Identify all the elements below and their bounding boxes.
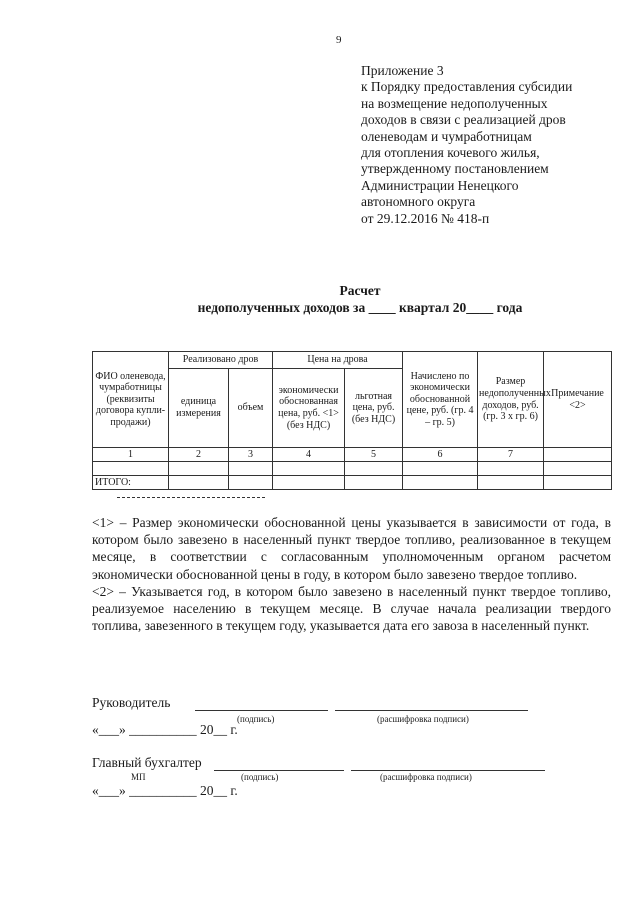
- footnote-2: <2> – Указывается год, в котором было завезено в населенный пункт твердое топливо, реализуемое населению в текущем месяце. В случае начала реализации твердого топлива, завезенного в текущем году, указывается дата его завоза в населенный пункт.: [92, 583, 611, 634]
- table-cell: [229, 462, 273, 476]
- appendix-line: Администрации Ненецкого: [361, 177, 519, 193]
- accountant-label: Главный бухгалтер: [92, 755, 202, 770]
- table-cell: [273, 476, 345, 490]
- head-signature-caption: (подпись): [237, 714, 275, 724]
- stamp-label: МП: [131, 772, 146, 782]
- head-decode-line[interactable]: [335, 709, 528, 711]
- table-cell: [403, 462, 478, 476]
- header-volume: объем: [229, 369, 273, 448]
- header-pref-price: льготная цена, руб. (без НДС): [345, 369, 403, 448]
- appendix-line: Приложение 3: [361, 63, 444, 78]
- head-date: «___» __________ 20__ г.: [92, 722, 238, 737]
- appendix-line: оленеводам и чумработницам: [361, 128, 532, 144]
- appendix-line: доходов в связи с реализацией дров: [361, 112, 566, 128]
- table-cell: [345, 462, 403, 476]
- appendix-line: для отопления кочевого жилья,: [361, 145, 540, 161]
- total-row: [93, 476, 612, 490]
- table-cell: [93, 462, 169, 476]
- appendix-line: утвержденному постановлением: [361, 161, 549, 177]
- table-cell: [478, 462, 544, 476]
- accountant-signature-line[interactable]: [214, 769, 344, 771]
- column-number: 1: [93, 448, 169, 462]
- accountant-decode-caption: (расшифровка подписи): [380, 772, 472, 782]
- table-cell: [169, 462, 229, 476]
- appendix-header: [361, 63, 572, 227]
- header-econ-price: экономически обоснованная цена, руб. <1> (без НДС): [273, 369, 345, 448]
- table-cell: [544, 476, 612, 490]
- table-cell: [403, 476, 478, 490]
- page-number: 9: [336, 34, 342, 46]
- header-lost-income: Размер недополученных доходов, руб. (гр. 3 x гр. 6): [478, 352, 544, 448]
- footnote-1: <1> – Размер экономически обоснованной цены указывается в зависимости от года, в котором было завезено в населенный пункт твердое топливо, реализованное в текущем месяце, в соответствии с согласованным уполномоченным органом расчетом экономически обоснованной цены в году, в котором было завезено твердое топливо.: [92, 515, 611, 582]
- accountant-date: «___» __________ 20__ г.: [92, 783, 238, 798]
- column-number: 2: [169, 448, 229, 462]
- column-number: [544, 448, 612, 462]
- column-number: 6: [403, 448, 478, 462]
- accountant-decode-line[interactable]: [351, 769, 545, 771]
- appendix-line: от 29.12.2016 № 418-п: [361, 210, 490, 226]
- header-accrued: Начислено по экономически обоснованной цене, руб. (гр. 4 – гр. 5): [403, 352, 478, 448]
- column-number: 3: [229, 448, 273, 462]
- head-signature-line[interactable]: [195, 709, 328, 711]
- column-number: 5: [345, 448, 403, 462]
- document-title: [0, 282, 640, 316]
- appendix-line: на возмещение недополученных: [361, 95, 548, 111]
- column-number: 4: [273, 448, 345, 462]
- footnote-separator: [117, 497, 265, 498]
- column-number-row: [93, 448, 612, 462]
- table-cell: [229, 476, 273, 490]
- table-cell: [544, 462, 612, 476]
- accountant-signature-caption: (подпись): [241, 772, 279, 782]
- title-line-2: недополученных доходов за ____ квартал 20____ года: [197, 300, 523, 315]
- header-sold-group: Реализовано дров: [169, 352, 273, 369]
- table-cell: [169, 476, 229, 490]
- total-label: ИТОГО:: [93, 476, 169, 490]
- head-label: Руководитель: [92, 695, 171, 710]
- header-fio: ФИО оленевода, чумработницы (реквизиты договора купли-продажи): [93, 352, 169, 448]
- header-price-group: Цена на дрова: [273, 352, 403, 369]
- calculation-table: [92, 351, 612, 490]
- column-number: 7: [478, 448, 544, 462]
- table-cell: [273, 462, 345, 476]
- footnotes: [92, 514, 611, 634]
- appendix-line: автономного округа: [361, 194, 476, 210]
- table-cell: [478, 476, 544, 490]
- appendix-line: к Порядку предоставления субсидии: [361, 79, 573, 95]
- title-line-1: Расчет: [339, 283, 381, 298]
- table-row: [93, 462, 612, 476]
- header-note: Примечание <2>: [544, 352, 612, 448]
- table-cell: [345, 476, 403, 490]
- head-decode-caption: (расшифровка подписи): [377, 714, 469, 724]
- header-unit: единица измерения: [169, 369, 229, 448]
